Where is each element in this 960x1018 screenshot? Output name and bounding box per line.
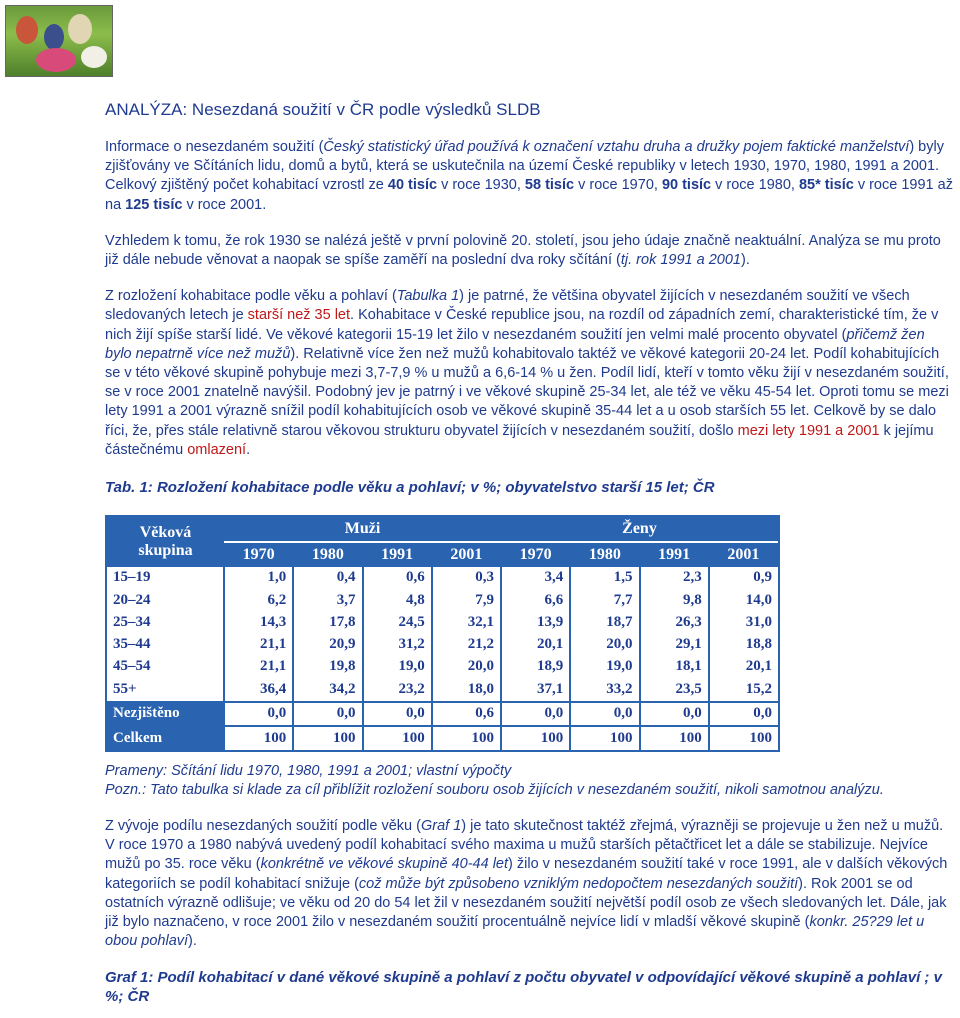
table-cell: 100 bbox=[224, 726, 293, 750]
table-cell: 17,8 bbox=[293, 611, 362, 633]
table-cell: 0,6 bbox=[432, 702, 501, 727]
table-cell: 0,0 bbox=[501, 702, 570, 727]
paragraph-age-structure bbox=[105, 287, 955, 460]
table-year-header: 2001 bbox=[432, 542, 501, 567]
table-row bbox=[107, 633, 778, 655]
table-cell: 21,1 bbox=[224, 656, 293, 678]
table-row-label: 20–24 bbox=[107, 589, 224, 611]
table-cell: 0,9 bbox=[709, 567, 778, 589]
text-bold: 125 tisíc bbox=[125, 196, 183, 213]
table-cell: 0,0 bbox=[570, 702, 639, 727]
table-cell: 20,1 bbox=[501, 633, 570, 655]
text: v roce 2001. bbox=[182, 196, 267, 213]
text-bold: 85* tisíc bbox=[798, 177, 854, 194]
text-italic: Tabulka 1 bbox=[396, 288, 460, 305]
table-cell: 18,9 bbox=[501, 656, 570, 678]
table-sources: Prameny: Sčítání lidu 1970, 1980, 1991 a 2001; vlastní výpočty bbox=[105, 763, 512, 779]
text: k jejímu částečnému bbox=[105, 422, 934, 458]
note-label: Pozn. bbox=[105, 782, 143, 798]
text: v roce 1930, bbox=[437, 177, 525, 194]
text-italic: konkrétně ve věkové skupině 40-44 let bbox=[260, 856, 509, 873]
table-row-label: 45–54 bbox=[107, 656, 224, 678]
table-cell: 21,1 bbox=[224, 633, 293, 655]
text-highlight: mezi lety 1991 a 2001 bbox=[737, 422, 880, 439]
table-cell: 18,1 bbox=[640, 656, 709, 678]
table-cell: 24,5 bbox=[363, 611, 432, 633]
table-cell: 0,4 bbox=[293, 567, 362, 589]
table-cell: 9,8 bbox=[640, 589, 709, 611]
table-year-header: 1991 bbox=[640, 542, 709, 567]
table-group-women: Ženy bbox=[501, 517, 778, 542]
text-italic: konkr. 25?29 let u obou pohlaví bbox=[105, 914, 925, 950]
table-cell: 23,5 bbox=[640, 678, 709, 702]
text-italic: tj. rok 1991 a 2001 bbox=[620, 252, 741, 269]
table-row-label: 15–19 bbox=[107, 567, 224, 589]
article-continued bbox=[105, 762, 955, 1006]
table-cell: 20,0 bbox=[570, 633, 639, 655]
table-row bbox=[107, 726, 778, 750]
text: ) byly zjišťovány ve Sčítáních lidu, domů a bytů, která se uskutečnila na území České republiky v letech 1930, 1970, 1980, 1991 a 2001. Celkový zjištěný počet kohabitací vzrostl ze bbox=[105, 139, 944, 194]
table-year-header: 1970 bbox=[501, 542, 570, 567]
table-cell: 26,3 bbox=[640, 611, 709, 633]
text: Z vývoje podílu nesezdaných soužití podle věku ( bbox=[105, 818, 421, 834]
table-cell: 1,0 bbox=[224, 567, 293, 589]
table-cell: 0,0 bbox=[709, 702, 778, 727]
table-cell: 23,2 bbox=[363, 678, 432, 702]
table-row-label: Nezjištěno bbox=[107, 702, 224, 727]
table-cell: 3,7 bbox=[293, 589, 362, 611]
table-row bbox=[107, 702, 778, 727]
table-cell: 33,2 bbox=[570, 678, 639, 702]
text-highlight: omlazení bbox=[187, 441, 247, 458]
cohabitation-table bbox=[105, 515, 780, 752]
text: ) je tato skutečnost taktéž zřejmá, výrazněji se projevuje u žen než u mužů. V roce 1970 a 1980 nabývá uvedený podíl kohabitací svého maxima u mužů starších pětačtřicet let a dále se stabilizuje. Nejvíce mužů po 35. roce věku ( bbox=[105, 818, 944, 873]
table-row bbox=[107, 567, 778, 589]
table-row-label: 55+ bbox=[107, 678, 224, 702]
text: ). Rok 2001 se od ostatních výrazně odlišuje; ve věku od 20 do 54 let žil v nesezdaném soužití největší podíl osob ze všech sledovaných let. Dále, jak již bylo naznačeno, v roce 2001 žilo v nesezdaném soužití procentuálně nejvíce lidí v mladší věkové skupině ( bbox=[105, 875, 947, 931]
table-cell: 20,0 bbox=[432, 656, 501, 678]
text-highlight: starší než 35 let bbox=[247, 307, 351, 324]
table-cell: 32,1 bbox=[432, 611, 501, 633]
paragraph-graph-intro bbox=[105, 817, 955, 951]
table-cell: 36,4 bbox=[224, 678, 293, 702]
table-cell: 100 bbox=[293, 726, 362, 750]
text-bold: 40 tisíc bbox=[387, 177, 438, 194]
table-cell: 19,0 bbox=[570, 656, 639, 678]
table-year-header: 1991 bbox=[363, 542, 432, 567]
table-cell: 31,2 bbox=[363, 633, 432, 655]
table-cell: 0,0 bbox=[363, 702, 432, 727]
table-year-header: 1980 bbox=[570, 542, 639, 567]
table-cell: 21,2 bbox=[432, 633, 501, 655]
table-cell: 100 bbox=[570, 726, 639, 750]
table-cell: 0,6 bbox=[363, 567, 432, 589]
header-photo bbox=[5, 5, 113, 77]
table-cell: 4,8 bbox=[363, 589, 432, 611]
table-cell: 7,7 bbox=[570, 589, 639, 611]
table-cell: 7,9 bbox=[432, 589, 501, 611]
table-cell: 1,5 bbox=[570, 567, 639, 589]
note-text: : Tato tabulka si klade za cíl přiblížit rozložení souboru osob žijících v nesezdaném soužití, nikoli samotnou analýzu. bbox=[142, 782, 884, 798]
table-cell: 100 bbox=[640, 726, 709, 750]
text: Z rozložení kohabitace podle věku a pohlaví ( bbox=[105, 288, 397, 305]
table-cell: 100 bbox=[501, 726, 570, 750]
table-year-header: 2001 bbox=[709, 542, 778, 567]
table-cell: 14,0 bbox=[709, 589, 778, 611]
table-year-header: 1970 bbox=[224, 542, 293, 567]
table-cell: 100 bbox=[709, 726, 778, 750]
table-cell: 15,2 bbox=[709, 678, 778, 702]
text: Vzhledem k tomu, že rok 1930 se nalézá ještě v první polovině 20. století, jsou jeho údaje značně neaktuální. Analýza se mu proto již dále nebude věnovat a naopak se spíše zaměří na poslední dva roky sčítání ( bbox=[105, 232, 941, 269]
paragraph-1930 bbox=[105, 232, 955, 270]
text-bold: 90 tisíc bbox=[661, 177, 712, 194]
table-caption: Tab. 1: Rozložení kohabitace podle věku a pohlaví; v %; obyvatelstvo starší 15 let; ČR bbox=[105, 479, 715, 497]
text: ) žilo v nesezdaném soužití také v roce 1991, ale v dalších věkových kategoriích se podíl kohabitací snižuje ( bbox=[105, 856, 948, 892]
table-cell: 100 bbox=[432, 726, 501, 750]
table-cell: 19,0 bbox=[363, 656, 432, 678]
table-year-header: 1980 bbox=[293, 542, 362, 567]
table-cell: 18,7 bbox=[570, 611, 639, 633]
table-row bbox=[107, 656, 778, 678]
table-corner-label: Věková skupina bbox=[107, 517, 224, 567]
table-row bbox=[107, 611, 778, 633]
text: ). bbox=[188, 933, 197, 950]
table-cell: 6,6 bbox=[501, 589, 570, 611]
paragraph-intro bbox=[105, 138, 955, 215]
text: v roce 1991 až na bbox=[105, 177, 953, 213]
text-italic: přičemž žen bylo nepatrně více než mužů bbox=[105, 326, 925, 362]
text: v roce 1980, bbox=[711, 177, 799, 194]
table-cell: 100 bbox=[363, 726, 432, 750]
table-cell: 34,2 bbox=[293, 678, 362, 702]
table-row-label: Celkem bbox=[107, 726, 224, 750]
text: ). bbox=[741, 252, 750, 269]
text: . Kohabitace v České republice jsou, na rozdíl od západních zemí, charakteristické tím, že v nich žijí spíše starší lidé. Ve věkové kategorii 15-19 let žilo v nesezdaném soužití jen velmi malé procento obyvatel ( bbox=[105, 307, 939, 343]
text: . bbox=[246, 441, 251, 458]
table-cell: 13,9 bbox=[501, 611, 570, 633]
table-cell: 3,4 bbox=[501, 567, 570, 589]
table-cell: 20,1 bbox=[709, 656, 778, 678]
table-row bbox=[107, 589, 778, 611]
table-row-label: 25–34 bbox=[107, 611, 224, 633]
table-cell: 0,0 bbox=[293, 702, 362, 727]
table-cell: 0,3 bbox=[432, 567, 501, 589]
text-italic: což může být způsobeno vzniklým nedopočtem nesezdaných soužití bbox=[358, 875, 799, 892]
table-cell: 18,0 bbox=[432, 678, 501, 702]
table-cell: 37,1 bbox=[501, 678, 570, 702]
table-row-label: 35–44 bbox=[107, 633, 224, 655]
table-cell: 0,0 bbox=[224, 702, 293, 727]
text: ) je patrné, že většina obyvatel žijících v nesezdaném soužití ve všech sledovaných letech je bbox=[105, 288, 910, 324]
table-cell: 18,8 bbox=[709, 633, 778, 655]
text: v roce 1970, bbox=[574, 177, 662, 194]
article bbox=[105, 100, 955, 496]
table-group-men: Muži bbox=[224, 517, 501, 542]
text-bold: 58 tisíc bbox=[524, 177, 575, 194]
table-row bbox=[107, 678, 778, 702]
table-cell: 20,9 bbox=[293, 633, 362, 655]
graph-caption: Graf 1: Podíl kohabitací v dané věkové skupině a pohlaví z počtu obyvatel v odpovídající věkové skupině a pohlaví ; v %; ČR bbox=[105, 969, 942, 1006]
text-italic: Český statistický úřad používá k označení vztahu druha a družky pojem faktické manželství bbox=[323, 139, 910, 155]
text-italic: Graf 1 bbox=[420, 818, 462, 834]
table-cell: 29,1 bbox=[640, 633, 709, 655]
table-cell: 0,0 bbox=[640, 702, 709, 727]
table-cell: 19,8 bbox=[293, 656, 362, 678]
table-cell: 2,3 bbox=[640, 567, 709, 589]
page-title: ANALÝZA: Nesezdaná soužití v ČR podle výsledků SLDB bbox=[105, 100, 541, 119]
table-cell: 6,2 bbox=[224, 589, 293, 611]
table-cell: 31,0 bbox=[709, 611, 778, 633]
text: ). Relativně více žen než mužů kohabitovalo taktéž ve věkové kategorii 20-24 let. Podíl kohabitujících se v této věkové skupině pohybuje mezi 3,7-7,9 % u mužů a 6,6-14 % u žen. Podíl lidí, kteří v tomto věku žijí v nesezdaném soužití, se v roce 2001 znatelně navýšil. Podobný jev je patrný i ve věkové skupině 25-34 let, ale též ve věku 45-54 let. Oproti tomu se mezi lety 1991 a 2001 výrazně snížil podíl kohabitujících osob ve věkové skupině 35-44 let a u osob starších 55 let. Celkově by se dalo říci, že, přes stále relativně starou věkovou strukturu obyvatel žijících v nesezdaném soužití, došlo bbox=[105, 345, 949, 439]
table-cell: 14,3 bbox=[224, 611, 293, 633]
text: Informace o nesezdaném soužití ( bbox=[105, 139, 324, 155]
table-note bbox=[105, 781, 955, 800]
